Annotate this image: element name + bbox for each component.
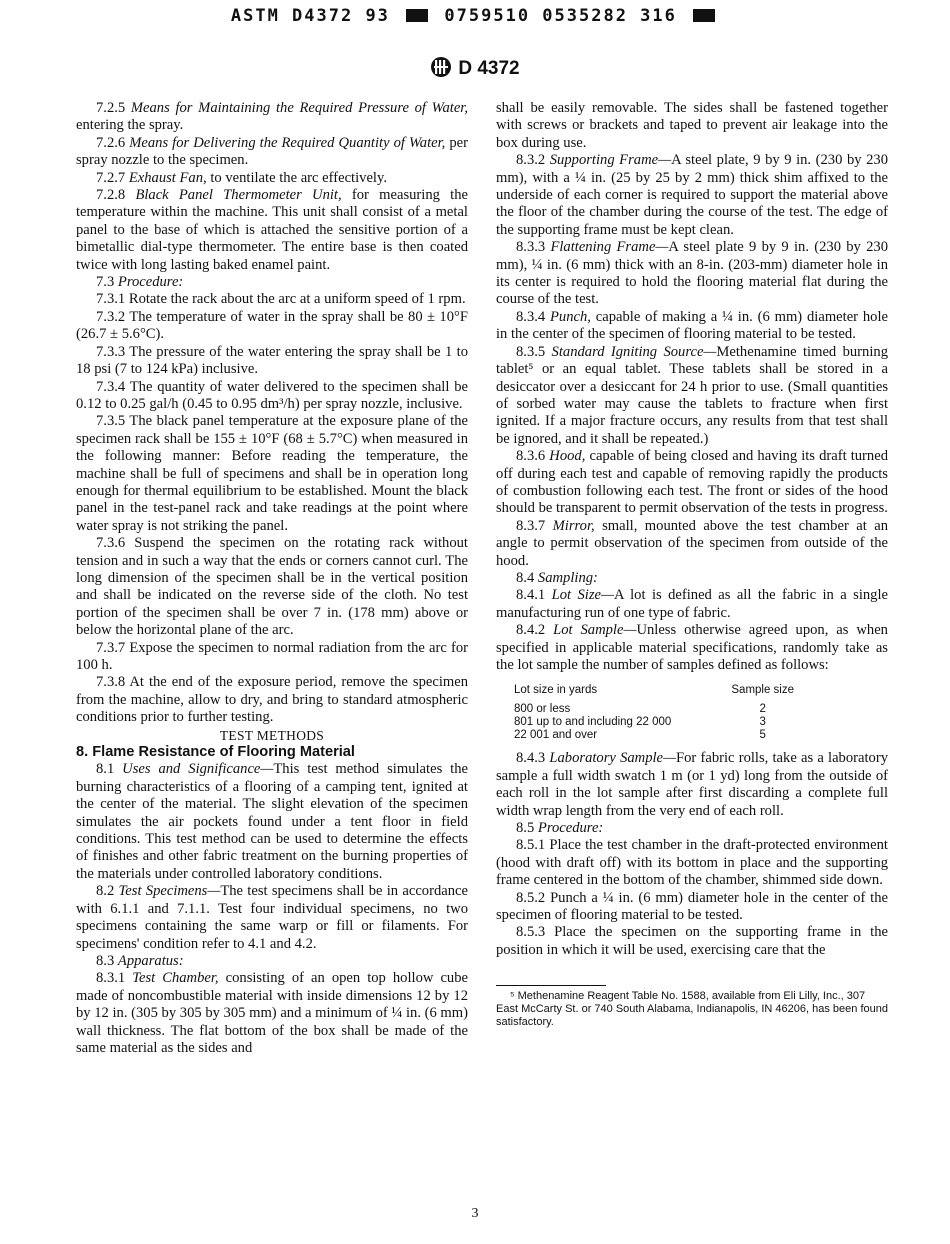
paragraph-number: 8.5.2 [516, 889, 546, 906]
paragraph-8-3-5 [496, 344, 888, 448]
paragraph-7-3 [76, 274, 468, 291]
paragraph-title: Uses and Significance— [122, 761, 274, 778]
paragraph-text: for measuring the temperature within the machine. This unit shall consist of a metal panel to the base of which is attached the sensitive portion of a bimetallic dial-type thermometer. The entire base is then coated twice with long lasting baked enamel paint. [76, 187, 468, 273]
paragraph-number: 8.3.4 [516, 308, 546, 325]
table-header: Sample size [731, 684, 795, 697]
paragraph-number: 8.5 [516, 820, 535, 837]
paragraph-title: Test Chamber, [132, 970, 219, 987]
paragraph-number: 8.4.3 [516, 750, 546, 767]
paragraph-number: 8.1 [96, 761, 115, 778]
left-column [76, 100, 468, 1057]
table-header: Lot size in yards [514, 684, 598, 697]
right-column [496, 100, 888, 1029]
lot-sample-table [514, 682, 804, 742]
paragraph-number: 7.3.6 [96, 535, 126, 552]
footnote: ⁵ Methenamine Reagent Table No. 1588, available from Eli Lilly, Inc., 307 East McCarty St. or 740 South Alabama, Indianapolis, IN 46206, has been found satisfactory. [496, 990, 888, 1029]
paragraph-number: 8.3.6 [516, 448, 546, 465]
paragraph-text: The temperature of water in the spray shall be 80 ± 10°F (26.7 ± 5.6°C). [76, 308, 468, 343]
paragraph-text: entering the spray. [76, 117, 184, 134]
page-number: 3 [471, 1206, 479, 1221]
paragraph-text: The test specimens shall be in accordance with 6.1.1 and 7.1.1. Test four individual specimens, no two specimens containing the same warp or fill or filaments. For specimens' condition refer to 4.1 and 4.2. [76, 883, 468, 952]
paragraph-number: 7.3 [96, 274, 115, 291]
paragraph-number: 7.3.3 [96, 343, 126, 360]
table-cell: 22 001 and over [514, 729, 598, 742]
paragraph-title: Procedure: [537, 820, 604, 837]
paragraph-number: 7.3.2 [96, 308, 126, 325]
standard-number: D 4372 [458, 58, 520, 79]
table-row [514, 716, 804, 729]
paragraph-text: Suspend the specimen on the rotating rack without tension and in such a way that the ends or corners cannot curl. The long dimension of the specimen shall be in the vertical position and shall be indicated on the reverse side of the cloth. No test portion of the specimen shall be over 7 in. (178 mm) above or below the horizontal plane of the arc. [76, 535, 468, 639]
paragraph-7-2-6 [76, 135, 468, 170]
paragraph-title: Black Panel Thermometer Unit, [135, 187, 342, 204]
paragraph-8-4 [496, 570, 888, 587]
paragraph-title: Hood, [549, 448, 586, 465]
paragraph-number: 7.2.8 [96, 187, 126, 204]
paragraph-title: Standard Igniting Source— [551, 343, 717, 360]
paragraph-8-2 [76, 883, 468, 953]
paragraph-7-2-5 [76, 100, 468, 135]
astm-logo-icon [430, 56, 452, 84]
paragraph-number: 7.2.5 [96, 100, 126, 116]
table-row [514, 729, 804, 742]
paragraph-number: 7.2.7 [96, 169, 126, 186]
paragraph-text: small, mounted above the test chamber at an angle to permit observation of the specimen from outside of the hood. [496, 517, 888, 569]
paragraph-text: capable of being closed and having its draft turned off during each test and capable of removing rapidly the products of combustion following each test. The front or sides of the hood should be transparent to permit observation of the tests in progress. [496, 448, 888, 517]
paragraph-8-3-4 [496, 309, 888, 344]
paragraph-8-4-2 [496, 622, 888, 674]
paragraph-number: 7.3.8 [96, 674, 126, 691]
table-cell: 5 [759, 729, 766, 742]
table-cell: 3 [759, 716, 766, 729]
standard-header [0, 56, 950, 84]
paragraph-text: A steel plate 9 by 9 in. (230 by 230 mm), ¼ in. (6 mm) thick with an 8-in. (203-mm) diameter hole in its center is required to hold the flooring material flat during the course of the test. [496, 239, 888, 308]
paragraph-number: 8.3.1 [96, 970, 126, 987]
test-methods-heading: TEST METHODS [219, 727, 325, 743]
paragraph-title: Flattening Frame— [550, 239, 669, 256]
paragraph-number: 7.3.4 [96, 378, 126, 395]
paragraph-7-3-7 [76, 640, 468, 675]
paragraph-title: Test Specimens— [118, 883, 221, 900]
paragraph-text: For fabric rolls, take as a laboratory sample a full width swatch 1 m (or 1 yd) long from the outside of each roll in the lot sample after first discarding a complete full width wrap length from the very end of each roll. [496, 750, 888, 819]
paragraph-number: 7.3.7 [96, 639, 126, 656]
paragraph-number: 8.3.5 [516, 343, 546, 360]
paragraph-text: Punch a ¼ in. (6 mm) diameter hole in the center of the specimen of flooring material to be tested. [496, 889, 888, 924]
paragraph-title: Mirror, [552, 517, 595, 534]
paragraph-text: Rotate the rack about the arc at a uniform speed of 1 rpm. [128, 291, 466, 308]
paragraph-text: Place the specimen on the supporting frame in the position in which it will be used, exercising care that the [496, 924, 888, 958]
paragraph-number: 8.4 [516, 569, 535, 586]
paragraph-title: Means for Maintaining the Required Pressure of Water, [130, 100, 469, 116]
paragraph-8-3 [76, 953, 468, 970]
paragraph-text: consisting of an open top hollow cube made of noncombustible material with inside dimensions 12 by 12 by 12 in. (305 by 305 by 305 mm) and a minimum of ¼ in. (6 mm) wall thickness. The flat bottom of the box shall be made of the same material as the sides and [76, 970, 468, 1056]
footnote-rule [496, 985, 606, 986]
paragraph-number: 8.5.3 [516, 924, 546, 941]
paragraph-text: to ventilate the arc effectively. [206, 169, 387, 186]
paragraph-8-3-1 [76, 970, 468, 1057]
paragraph-number: 7.2.6 [96, 134, 126, 151]
paragraph-8-4-3 [496, 750, 888, 820]
paragraph-number: 8.5.1 [516, 837, 546, 854]
paragraph-title: Laboratory Sample— [549, 750, 677, 767]
paragraph-8-3-7 [496, 518, 888, 570]
document-code-part1: ASTM D4372 93 [230, 6, 390, 26]
table-cell: 2 [759, 703, 766, 716]
paragraph-8-3-6 [496, 448, 888, 518]
paragraph-title: Exhaust Fan, [128, 169, 207, 186]
paragraph-title: Lot Sample— [553, 622, 637, 639]
paragraph-continued [496, 100, 888, 152]
paragraph-number: 8.4.1 [516, 587, 546, 604]
paragraph-7-3-8 [76, 674, 468, 726]
paragraph-8-4-1 [496, 587, 888, 622]
black-block-mark [406, 9, 428, 22]
section-8-heading: 8. Flame Resistance of Flooring Material [76, 744, 355, 761]
paragraph-number: 8.3 [96, 952, 115, 969]
paragraph-7-3-6 [76, 535, 468, 639]
paragraph-text: Methenamine timed burning tablet⁵ or an equal tablet. These tablets shall be stored in a desiccator over a desiccant for 24 h prior to use. (Small quantities of sorbed water may cause the tablets to fracture when first ignited. If a major fracture occurs, any results from that test shall be ignored, and it shall be repeated.) [496, 343, 888, 447]
paragraph-text: Unless otherwise agreed upon, as when specified in applicable material specifications, randomly take as the lot sample the number of samples defined as follows: [496, 622, 888, 673]
table-cell: 801 up to and including 22 000 [514, 716, 672, 729]
paragraph-8-5-1 [496, 837, 888, 889]
paragraph-text: A steel plate, 9 by 9 in. (230 by 230 mm), with a ¼ in. (25 by 25 by 2 mm) thick shim affixed to the underside of each corner is required to support the material above the floor of the chamber during the course of the test. The edge of the supporting frame must be kept clean. [496, 152, 888, 238]
paragraph-number: 8.3.3 [516, 239, 546, 256]
paragraph-8-5-3 [496, 924, 888, 959]
paragraph-text: The black panel temperature at the exposure plane of the specimen rack shall be 155 ± 10°F (68 ± 5.7°C) when measured in the following manner: Before reading the temperature, the machine shall be full of specimens and shall be in operation long enough for thermal equilibrium to be established. Mount the black panel in the test-panel rack and take readings at the point where water spray is not striking the panel. [76, 413, 469, 534]
paragraph-number: 8.2 [96, 883, 115, 900]
paragraph-title: Procedure: [117, 274, 184, 291]
paragraph-title: Sampling: [537, 569, 598, 586]
paragraph-text: capable of making a ¼ in. (6 mm) diameter hole in the center of the specimen of flooring material to be tested. [496, 308, 888, 343]
paragraph-text: At the end of the exposure period, remove the specimen from the machine, allow to dry, and bring to standard atmospheric conditions prior to further testing. [76, 674, 468, 726]
paragraph-7-3-1 [76, 291, 468, 308]
paragraph-7-3-2 [76, 309, 468, 344]
paragraph-8-3-2 [496, 152, 888, 239]
paragraph-number: 8.3.2 [516, 152, 546, 169]
paragraph-number: 7.3.1 [96, 291, 126, 308]
paragraph-8-3-3 [496, 239, 888, 309]
paragraph-text: The quantity of water delivered to the specimen shall be 0.12 to 0.25 gal/h (0.45 to 0.95 dm³/h) per spray nozzle, inclusive. [76, 378, 468, 412]
black-block-mark [693, 9, 715, 22]
paragraph-7-2-8 [76, 187, 468, 274]
paragraph-text: The pressure of the water entering the spray shall be 1 to 18 psi (7 to 124 kPa) inclusive. [76, 343, 468, 378]
paragraph-text: per spray nozzle to the specimen. [76, 134, 468, 169]
paragraph-title: Apparatus: [117, 952, 184, 969]
paragraph-text: shall be easily removable. The sides shall be fastened together with screws or brackets and taped to prevent air leakage into the box during use. [496, 100, 888, 151]
paragraph-text: Place the test chamber in the draft-protected environment (hood with draft off) with its bottom in place and the supporting frame centered in the bottom of the chamber, shimmed side down. [496, 837, 888, 889]
paragraph-title: Means for Delivering the Required Quantity of Water, [129, 134, 446, 151]
paragraph-8-5-2 [496, 890, 888, 925]
document-code-bar [0, 6, 950, 26]
paragraph-7-3-3 [76, 344, 468, 379]
paragraph-7-3-4 [76, 379, 468, 414]
paragraph-8-1 [76, 761, 468, 883]
paragraph-title: Punch, [550, 308, 591, 325]
paragraph-text: This test method simulates the burning characteristics of a flooring of a camping tent, ignited at the center of the material. The slight elevation of the specimen simulates the air pockets found under a tent floor in field conditions. This test method can be used to determine the effects of finishes and other fabric treatment on the burning properties of the materials under controlled laboratory conditions. [76, 761, 468, 882]
paragraph-number: 7.3.5 [96, 413, 126, 430]
table-cell: 800 or less [514, 703, 571, 716]
paragraph-number: 8.4.2 [516, 622, 546, 639]
paragraph-7-3-5 [76, 413, 468, 535]
paragraph-7-2-7 [76, 170, 468, 187]
paragraph-title: Supporting Frame— [549, 152, 672, 169]
paragraph-number: 8.3.7 [516, 517, 546, 534]
document-code-part2: 0759510 0535282 316 [444, 6, 677, 26]
table-row [514, 703, 804, 716]
paragraph-title: Lot Size— [551, 587, 614, 604]
paragraph-text: A lot is defined as all the fabric in a single manufacturing run of one type of fabric. [496, 587, 889, 621]
paragraph-8-5 [496, 820, 888, 837]
paragraph-text: Expose the specimen to normal radiation from the arc for 100 h. [76, 639, 468, 673]
